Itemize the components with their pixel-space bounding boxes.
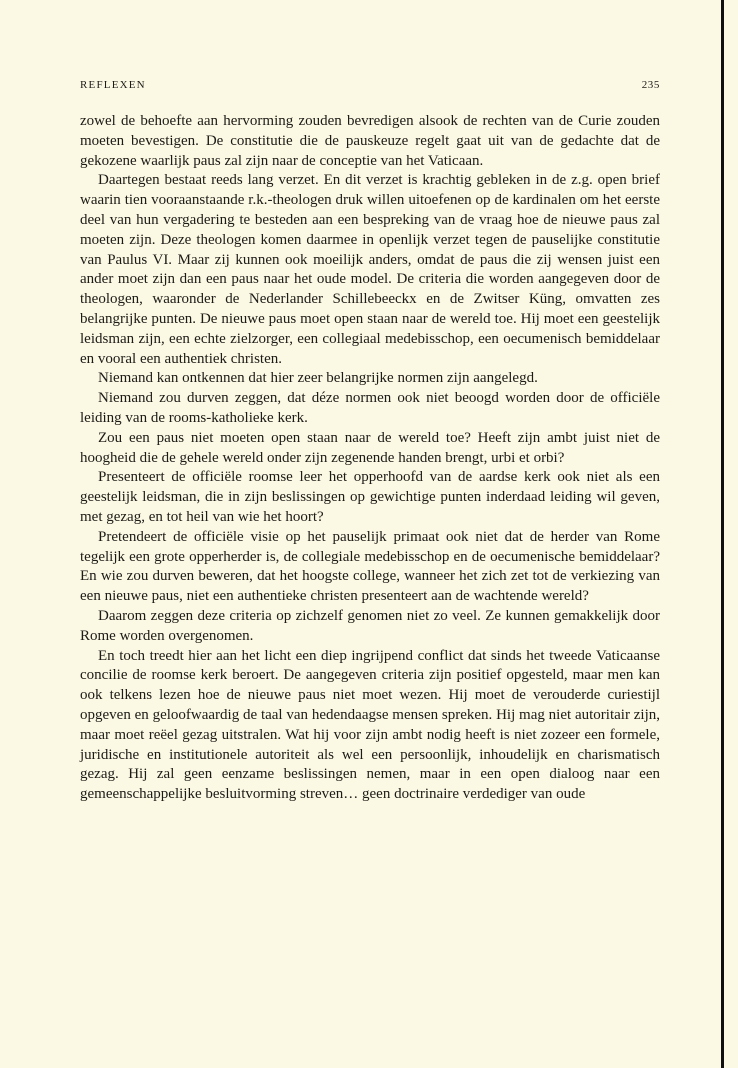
page-number: 235 [641, 79, 660, 91]
running-header [80, 79, 660, 95]
body-text [80, 112, 660, 805]
paragraph: Pretendeert de officiële visie op het pauselijk primaat ook niet dat de herder van Rome tegelijk een grote opperherder is, de collegiale medebisschop en de oecumenische bemiddelaar? En wie zou durven beweren, dat het hoogste college, wanneer het zich zet tot de verkiezing van een nieuwe paus, niet een authentieke christen presenteert aan de wachtende wereld? [80, 528, 660, 605]
page-edge-rule [721, 0, 724, 1068]
paragraph: Daarom zeggen deze criteria op zichzelf genomen niet zo veel. Ze kunnen gemakkelijk door Rome worden overgenomen. [80, 607, 660, 644]
paragraph: Daartegen bestaat reeds lang verzet. En dit verzet is krachtig gebleken in de z.g. open brief waarin tien vooraanstaande r.k.-theologen druk willen uitoefenen op de kardinalen om het eerste deel van hun vergadering te besteden aan een bespreking van de vraag hoe de nieuwe paus zal moeten zijn. Deze theologen komen daarmee in openlijk verzet tegen de pauselijke constitutie van Paulus VI. Maar zij kunnen ook moeilijk anders, omdat de paus die zij wensen juist een ander moet zijn dan een paus naar het oude model. De criteria die worden aangegeven door de theologen, waaronder de Nederlander Schillebeeckx en de Zwitser Küng, omvatten zes belangrijke punten. De nieuwe paus moet open staan naar de wereld toe. Hij moet een geestelijk leidsman zijn, een echte zielzorger, een collegiaal medebisschop, een oecumenisch bemiddelaar en vooral een authentiek christen. [80, 172, 660, 367]
paragraph: En toch treedt hier aan het licht een diep ingrijpend conflict dat sinds het tweede Vaticaanse concilie de roomse kerk beroert. De aangegeven criteria zijn positief opgesteld, maar men kan ook telkens lezen hoe de nieuwe paus niet moet wezen. Hij moet de verouderde curiestijl opgeven en geloofwaardig de taal van hedendaagse mensen spreken. Hij mag niet autoritair zijn, maar moet reëel gezag uitstralen. Wat hij voor zijn ambt nodig heeft is niet zozeer een formele, juridische en institutionele autoriteit als wel een persoonlijk, inhoudelijk en charismatisch gezag. Hij zal geen eenzame beslissingen nemen, maar in een open dialoog naar een gemeenschappelijke besluitvorming streven… geen doctrinaire verdediger van oude [80, 647, 660, 803]
paragraph: Niemand zou durven zeggen, dat déze normen ook niet beoogd worden door de officiële leiding van de rooms-katholieke kerk. [80, 390, 660, 426]
paragraph: Niemand kan ontkennen dat hier zeer belangrijke normen zijn aangelegd. [98, 370, 538, 387]
paragraph: zowel de behoefte aan hervorming zouden bevredigen alsook de rechten van de Curie zouden moeten bevestigen. De constitutie die de pauskeuze regelt gaat uit van de gedachte dat de gekozene waarlijk paus zal zijn naar de conceptie van het Vaticaan. [80, 113, 660, 169]
paragraph: Presenteert de officiële roomse leer het opperhoofd van de aardse kerk ook niet als een geestelijk leidsman, die in zijn beslissingen op gewichtige punten inderdaad leiding wil geven, met gezag, en tot heil van wie het hoort? [80, 469, 660, 525]
running-title: REFLEXEN [80, 79, 146, 91]
paragraph: Zou een paus niet moeten open staan naar de wereld toe? Heeft zijn ambt juist niet de hoogheid die de gehele wereld onder zijn zegenende handen brengt, urbi et orbi? [80, 429, 660, 466]
